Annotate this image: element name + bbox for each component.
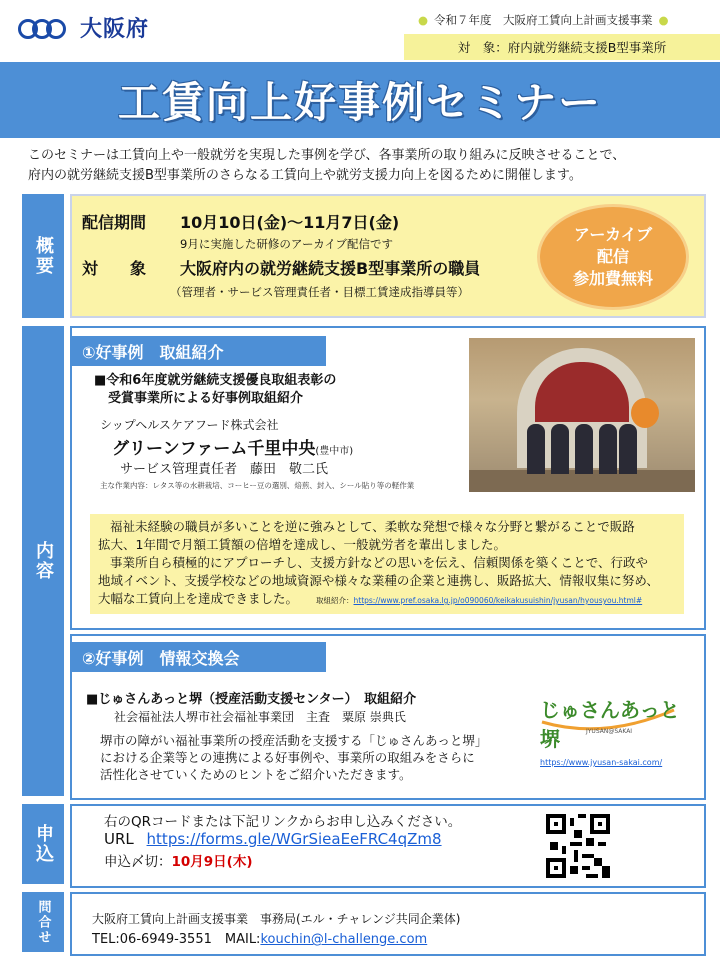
company-name: シップヘルスケアフード株式会社 bbox=[100, 418, 279, 432]
contact-org: 大阪府工賃向上計画支援事業 事務局(エル・チャレンジ共同企業体) bbox=[92, 912, 461, 926]
overview-side-label: 概要 bbox=[22, 194, 64, 318]
jyusan-link[interactable]: https://www.jyusan-sakai.com/ bbox=[540, 758, 663, 767]
case-reference-link[interactable]: https://www.pref.osaka.lg.jp/o090060/keikakusuishin/jyusan/hyousyou.html# bbox=[353, 596, 643, 605]
speaker-1: サービス管理責任者 藤田 敬二氏 bbox=[120, 462, 329, 477]
qr-code-icon[interactable] bbox=[546, 814, 610, 878]
award-photo bbox=[469, 338, 695, 492]
mascot-icon bbox=[631, 398, 659, 428]
target-bar: 対 象：府内就労継続支援B型事業所 bbox=[404, 34, 720, 60]
target-note: （管理者・サービス管理責任者・目標工賃達成指導員等） bbox=[170, 285, 469, 299]
target-value: 大阪府内の就労継続支援B型事業所の職員 bbox=[180, 259, 481, 278]
org-name: 大阪府 bbox=[80, 17, 150, 42]
sec1-subheading: ■令和6年度就労継続支援優良取組表彰の 受賞事業所による好事例取組紹介 bbox=[94, 373, 337, 406]
sec1-heading: ①好事例 取組紹介 bbox=[72, 336, 326, 366]
apply-instruction: 右のQRコードまたは下記リンクからお申し込みください。 bbox=[104, 814, 462, 830]
archive-free-badge: アーカイブ 配信 参加費無料 bbox=[537, 204, 689, 310]
intro-text: このセミナーは工賃向上や一般就労を実現した事例を学び、各事業所の取り組みに反映させることで、 府内の就労継続支援B型事業所のさらなる工賃向上や就労支援力向上を図るために開催します。 bbox=[28, 148, 626, 183]
sec1-body: 福祉未経験の職員が多いことを逆に強みとして、柔軟な発想で様々な分野と繋がることで販路 拡大、1年間で月額工賃額の倍増を達成し、一般就労者を輩出しました。 事業所自ら積極的にアプローチし、支援方針などの思いを伝え、信頼関係を築くことで、行政や 地域イベント、支援学校などの地域資源や様々な業種の企業と連携し、販路拡大、情報収集に努め、 大幅な工賃向上を達成できました。 取組紹介：https://www.pref.osaka.lg.jp/o090060/keikakusuishin/jyusan/hyousyou.html# bbox=[90, 514, 684, 614]
facility-name: グリーンファーム千里中央(豊中市) bbox=[112, 439, 354, 459]
sec2-body: 堺市の障がい福祉事業所の授産活動を支援する「じゅさんあっと堺」 における企業等との連携による好事例や、事業所の取組みをさらに 活性化させていくためのヒントをご紹介いただきます。 bbox=[100, 733, 488, 782]
deadline-row: 申込〆切：10月9日(木) bbox=[104, 854, 253, 870]
contact-mail-link[interactable]: kouchin@l-challenge.com bbox=[260, 932, 428, 947]
sec2-heading: ②好事例 情報交換会 bbox=[72, 642, 326, 672]
contact-side-label: 問合せ bbox=[22, 892, 64, 952]
contact-row: TEL:06-6949-3551 MAIL:kouchin@l-challenge.com bbox=[92, 932, 428, 947]
page-title: 工賃向上好事例セミナー bbox=[117, 78, 602, 127]
period-note: 9月に実施した研修のアーカイブ配信です bbox=[180, 237, 394, 251]
jyusan-sakai-logo: じゅさんあっと堺 JYUSAN@SAKAI bbox=[540, 698, 680, 751]
speaker-2: 社会福祉法人堺市社会福祉事業団 主査 粟原 崇典氏 bbox=[114, 710, 406, 724]
period-value: 10月10日(金)～11月7日(金) bbox=[180, 213, 400, 232]
period-label: 配信期間 bbox=[82, 213, 147, 232]
apply-url-row: URL https://forms.gle/WGrSieaEeFRC4qZm8 bbox=[104, 830, 442, 848]
content-side-label: 内容 bbox=[22, 326, 64, 796]
fiscal-year-tag: ● 令和７年度 大阪府工賃向上計画支援事業 ● bbox=[418, 13, 669, 27]
sec2-subheading: ■じゅさんあっと堺（授産活動支援センター） 取組紹介 bbox=[86, 692, 417, 707]
osaka-logo bbox=[18, 12, 149, 43]
title-banner bbox=[0, 62, 720, 138]
work-note: 主な作業内容：レタス等の水耕栽培、コーヒー豆の選別、焙煎、封入、シール貼り等の軽作業 bbox=[100, 481, 415, 490]
apply-form-link[interactable]: https://forms.gle/WGrSieaEeFRC4qZm8 bbox=[146, 830, 442, 848]
osaka-emblem-icon bbox=[18, 15, 74, 41]
apply-side-label: 申込 bbox=[22, 804, 64, 884]
target-label: 対 象 bbox=[82, 259, 147, 278]
